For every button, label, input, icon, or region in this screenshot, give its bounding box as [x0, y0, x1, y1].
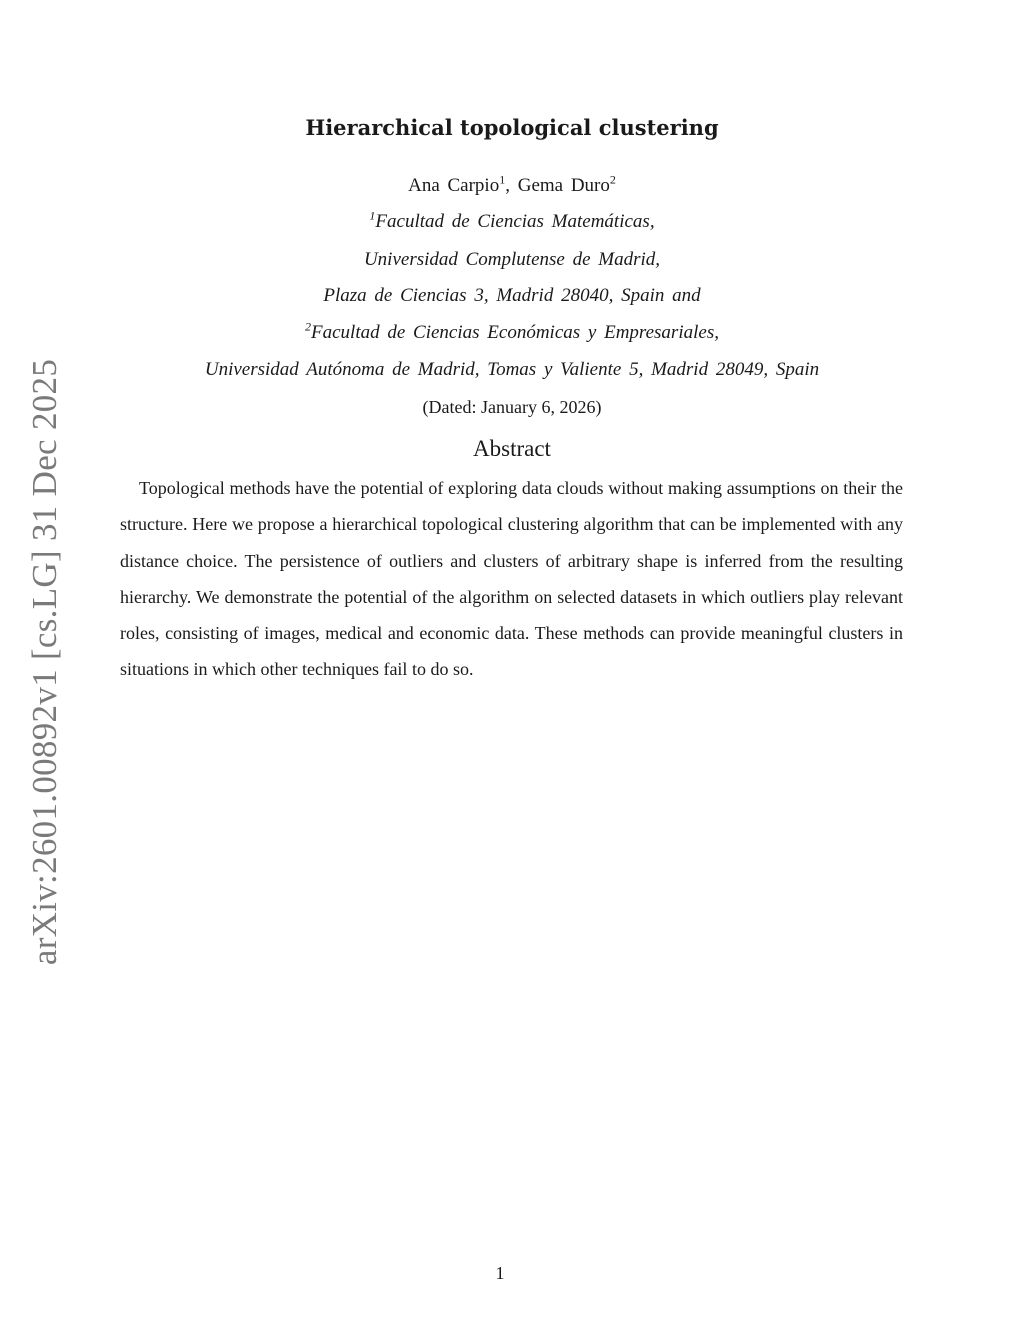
dated-line: (Dated: January 6, 2026) — [422, 397, 602, 417]
author-separator: , — [505, 175, 510, 196]
affiliation-mark: 2 — [305, 319, 312, 334]
affiliation-text: Facultad de Ciencias Económicas y Empresariales, — [311, 322, 719, 343]
affiliation-text: Facultad de Ciencias Matemáticas, — [375, 211, 655, 232]
author-name: Ana Carpio — [408, 175, 500, 196]
paper-title: Hierarchical topological clustering — [305, 115, 719, 140]
abstract-text: Topological methods have the potential of exploring data clouds without making assumptions on their the structure. Here we propose a hierarchical topological clustering algorithm that can be implemented with any distance choice. The persistence of outliers and clusters of arbitrary shape is inferred from the resulting hierarchy. We demonstrate the potential of the algorithm on selected datasets in which outliers play relevant roles, consisting of images, medical and economic data. These methods can provide meaningful clusters in situations in which other techniques fail to do so. — [120, 478, 903, 680]
affiliation-line — [0, 319, 1024, 344]
abstract-heading: Abstract — [473, 436, 551, 461]
arxiv-identifier-stamp: arXiv:2601.00892v1 [cs.LG] 31 Dec 2025 — [25, 358, 64, 966]
affiliation-line: Universidad Autónoma de Madrid, Tomas y Valiente 5, Madrid 28049, Spain — [204, 359, 820, 380]
author-name: Gema Duro — [517, 175, 610, 196]
page-number: 1 — [495, 1263, 505, 1283]
author-list — [0, 172, 1024, 197]
affiliation-line — [0, 208, 1024, 233]
affiliation-mark: 2 — [609, 172, 616, 187]
affiliation-line: Plaza de Ciencias 3, Madrid 28040, Spain and — [323, 285, 701, 306]
affiliation-mark: 1 — [369, 208, 376, 223]
affiliation-line: Universidad Complutense de Madrid, — [363, 249, 661, 270]
affiliation-mark: 1 — [499, 172, 506, 187]
